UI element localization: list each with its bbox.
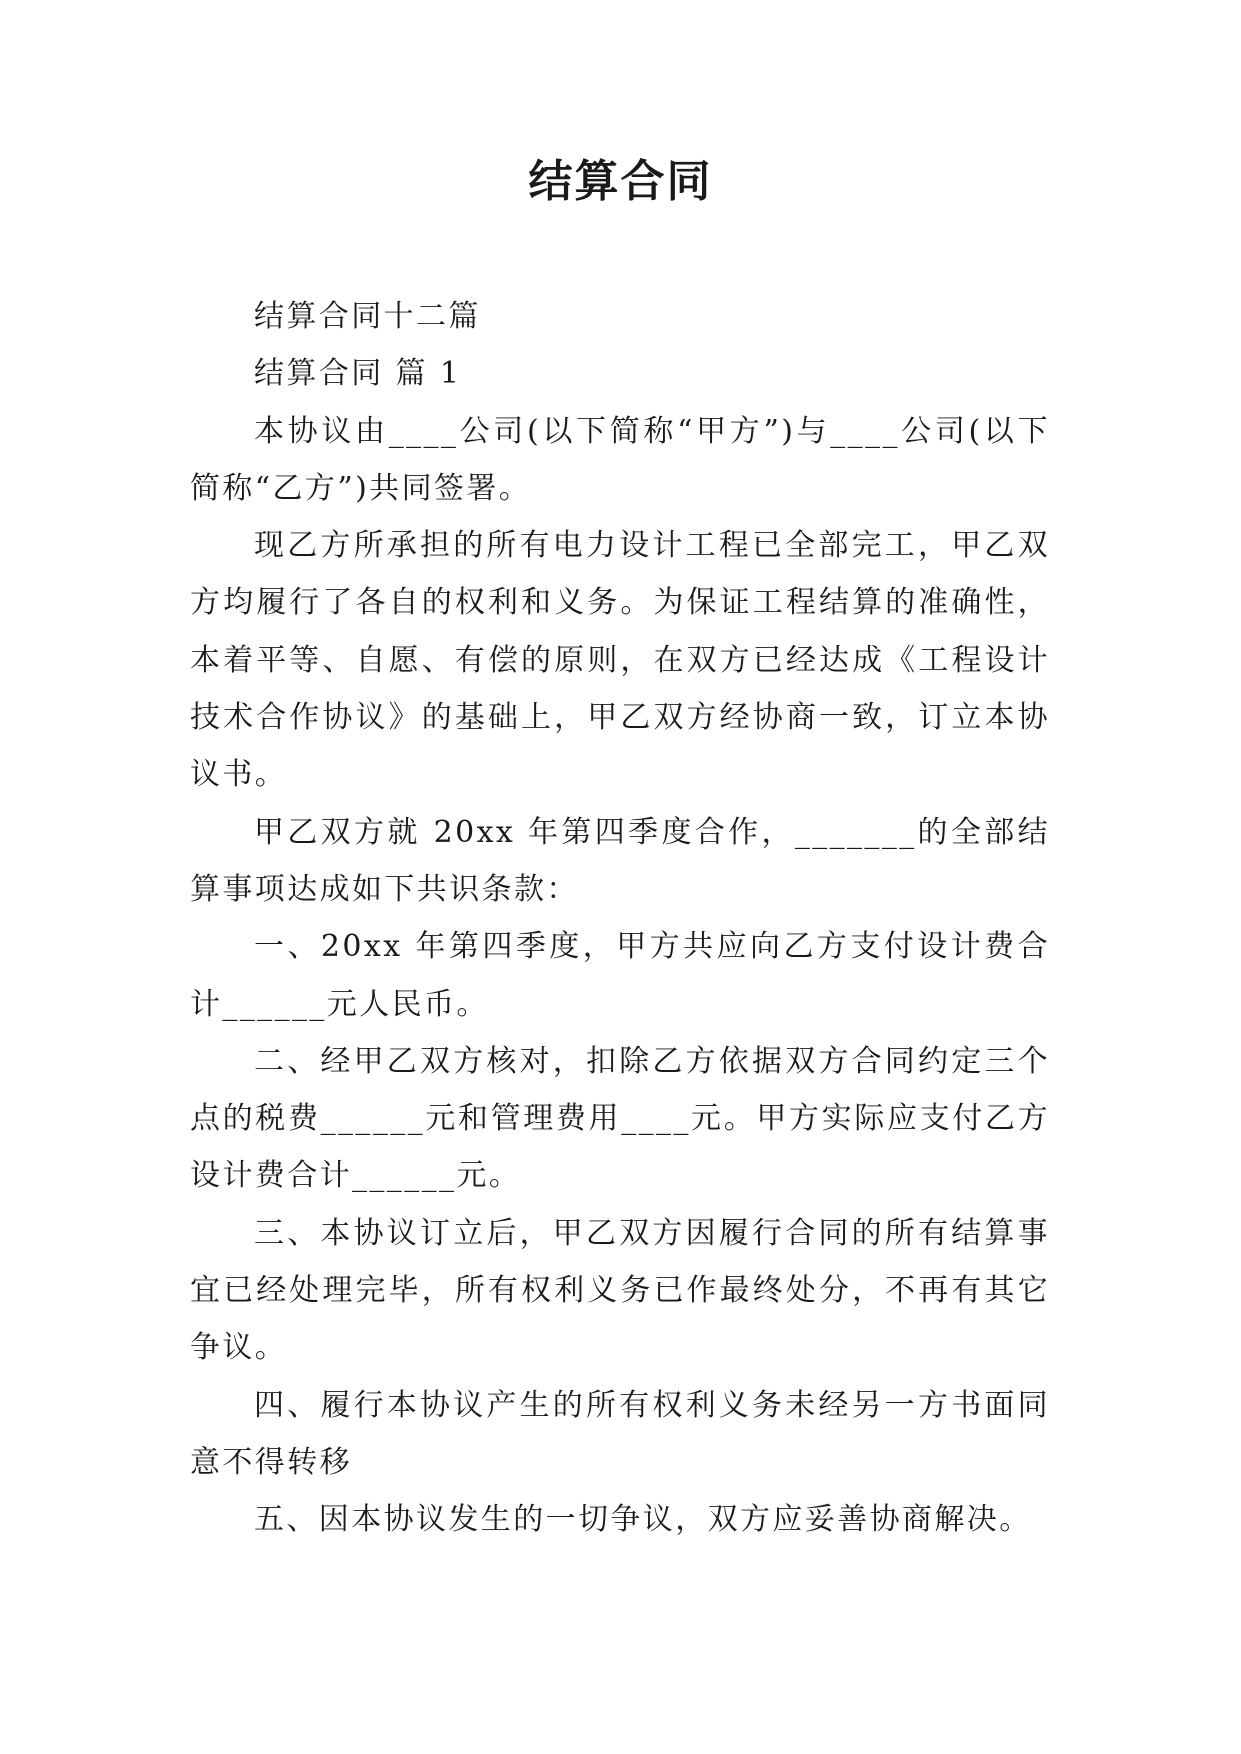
clause-four: 四、履行本协议产生的所有权利义务未经另一方书面同意不得转移 xyxy=(190,1387,1050,1480)
clause-five: 五、因本协议发生的一切争议，双方应妥善协商解决。 xyxy=(254,1502,1032,1538)
paragraph-section-heading: 结算合同 篇 1 xyxy=(254,356,462,392)
paragraph-subtitle: 结算合同十二篇 xyxy=(254,299,481,334)
document-body xyxy=(190,288,1050,1549)
clause-three: 三、本协议订立后，甲乙双方因履行合同的所有结算事宜已经处理完毕，所有权利义务已作最终处分，不再有其它争议。 xyxy=(190,1215,1050,1366)
clause-two: 二、经甲乙双方核对，扣除乙方依据双方合同约定三个点的税费______元和管理费用____元。甲方实际应支付乙方设计费合计______元。 xyxy=(190,1043,1050,1194)
paragraph-parties: 本协议由____公司(以下简称“甲方”)与____公司(以下简称“乙方”)共同签署。 xyxy=(190,413,1050,506)
paragraph-background: 现乙方所承担的所有电力设计工程已全部完工，甲乙双方均履行了各自的权利和义务。为保证工程结算的准确性，本着平等、自愿、有偿的原则，在双方已经达成《工程设计技术合作协议》的基础上，甲乙双方经协商一致，订立本协议书。 xyxy=(190,528,1050,793)
paragraph-scope: 甲乙双方就 20xx 年第四季度合作，_______的全部结算事项达成如下共识条款： xyxy=(190,814,1050,907)
document-title: 结算合同 xyxy=(528,156,713,207)
clause-one: 一、20xx 年第四季度，甲方共应向乙方支付设计费合计______元人民币。 xyxy=(190,929,1050,1022)
